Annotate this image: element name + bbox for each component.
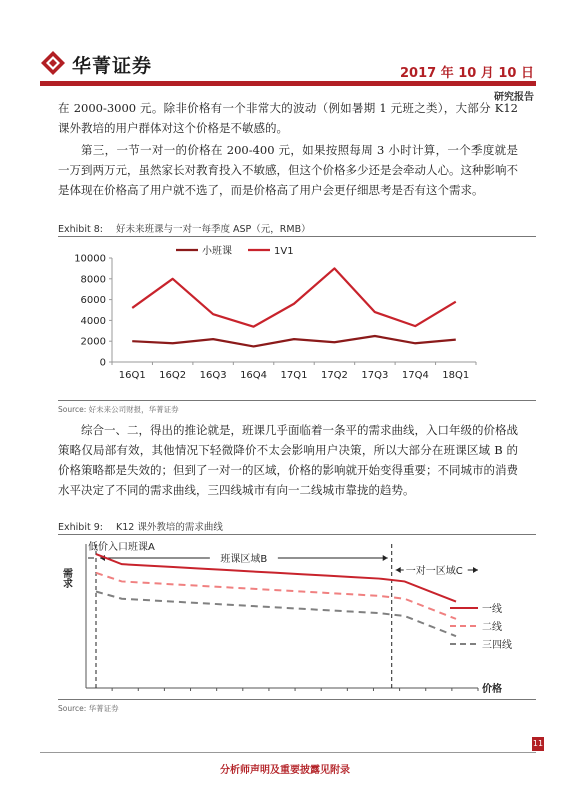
demand-curve-chart bbox=[58, 538, 536, 696]
x-tick-label: 17Q3 bbox=[361, 370, 389, 381]
exhibit-8-bottom-rule bbox=[58, 400, 536, 401]
exhibit-8-title: 好未来班课与一对一每季度 ASP（元，RMB） bbox=[116, 224, 311, 235]
exhibit-8-top-rule bbox=[58, 236, 536, 237]
body-paragraph-3: 综合一、二，得出的推论就是，班课几乎面临着一条平的需求曲线，入口年级的价格战策略仅局部有效，其他情况下轻微降价不太会影响用户决策，所以大部分在班课区域 B 的价格策略都是失效的；但到了一对一的区域，价格的影响就开始变得重要；不同城市的消费水平决定了不同的需求曲线，三四线城市有向一二线城市靠拢的趋势。 bbox=[58, 423, 518, 497]
company-logo bbox=[40, 48, 190, 78]
arrow-head-icon bbox=[396, 567, 401, 573]
footer-disclaimer: 分析师声明及重要披露见附录 bbox=[220, 765, 350, 776]
company-name: 华菁证券 bbox=[72, 55, 153, 77]
exhibit-9-source: Source: 华菁证券 bbox=[58, 704, 119, 713]
legend-label: 小班课 bbox=[202, 246, 232, 257]
demand-curve-3 bbox=[96, 592, 456, 637]
exhibit-9-number: Exhibit 9: bbox=[58, 522, 103, 533]
x-tick-label: 18Q1 bbox=[442, 370, 470, 381]
body-paragraph-1: 在 2000-3000 元。除非价格有一个非常大的波动（例如暑期 1 元班之类），大部分 K12 课外教培的用户群体对这个价格是不敏感的。 bbox=[58, 101, 518, 135]
arrow-head-icon bbox=[383, 555, 388, 561]
exhibit-8-number: Exhibit 8: bbox=[58, 224, 103, 235]
y-tick-label: 10000 bbox=[74, 253, 106, 265]
region-c-label: 一对一区域C bbox=[405, 566, 463, 577]
body-paragraph-2: 第三，一节一对一的价格在 200-400 元，如果按照每周 3 小时计算，一个季度就是一万到两万元，虽然家长对教育投入不敏感，但这个价格多少还是会牵动人心。这种影响不是体现在价格高了用户就不选了，而是价格高了用户会更仔细思考是否有这个需求。 bbox=[58, 143, 518, 197]
arrow-head-icon bbox=[473, 567, 478, 573]
legend-label: 三四线 bbox=[482, 640, 512, 651]
asp-line-chart bbox=[58, 240, 536, 398]
page-number: 11 bbox=[532, 737, 544, 751]
x-tick-label: 16Q2 bbox=[159, 370, 187, 381]
x-tick-label: 17Q4 bbox=[401, 370, 429, 381]
x-tick-label: 16Q3 bbox=[199, 370, 227, 381]
report-type-label: 研究报告 bbox=[494, 92, 534, 103]
exhibit-9-caption bbox=[58, 519, 223, 533]
header-rule bbox=[40, 81, 536, 86]
y-axis-label: 需求 bbox=[60, 568, 72, 588]
region-b-label: 班课区域B bbox=[220, 554, 268, 565]
y-tick-label: 8000 bbox=[80, 274, 106, 286]
y-tick-label: 2000 bbox=[80, 336, 106, 348]
y-tick-label: 6000 bbox=[80, 295, 106, 307]
demand-curve-2 bbox=[96, 573, 456, 619]
x-axis-label: 价格 bbox=[482, 684, 502, 695]
legend-label: 二线 bbox=[482, 622, 502, 633]
legend-label: 1V1 bbox=[274, 246, 294, 257]
footer-rule bbox=[40, 752, 536, 753]
x-tick-label: 17Q2 bbox=[320, 370, 348, 381]
exhibit-8-source: Source: 好未来公司财报，华菁证券 bbox=[58, 405, 179, 414]
exhibit-9-title: K12 课外教培的需求曲线 bbox=[116, 522, 223, 533]
x-tick-label: 17Q1 bbox=[280, 370, 308, 381]
region-a-label: 低价入口班课A bbox=[88, 542, 155, 553]
legend-label: 一线 bbox=[482, 604, 502, 615]
logo-mark-icon bbox=[40, 50, 66, 76]
x-tick-label: 16Q4 bbox=[240, 370, 268, 381]
exhibit-9-top-rule bbox=[58, 534, 536, 535]
exhibit-8-caption bbox=[58, 221, 311, 235]
series-line-1v1 bbox=[132, 268, 456, 326]
y-tick-label: 4000 bbox=[80, 315, 106, 327]
series-line-class bbox=[132, 336, 456, 346]
exhibit-9-bottom-rule bbox=[58, 699, 536, 700]
report-date: 2017 年 10 月 10 日 bbox=[400, 66, 534, 81]
x-tick-label: 16Q1 bbox=[118, 370, 146, 381]
y-tick-label: 0 bbox=[99, 357, 106, 369]
